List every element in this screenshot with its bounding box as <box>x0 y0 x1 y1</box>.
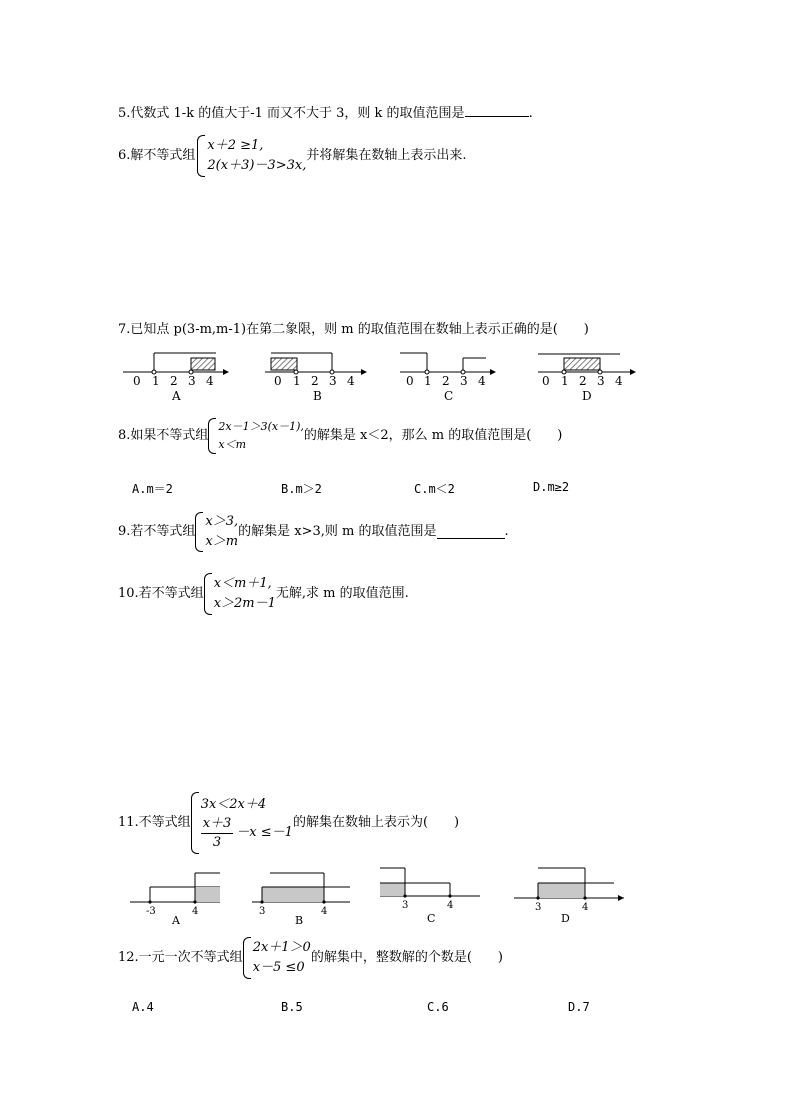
tick-label: 3 <box>188 374 196 388</box>
question-8-suffix: 的解集是 x＜2，那么 m 的取值范围是( ) <box>303 428 563 443</box>
number-line-b <box>265 353 367 375</box>
tick-label: 3 <box>460 374 468 388</box>
tick-label: 4 <box>615 374 623 388</box>
question-5-text: 5.代数式 1-k 的值大于-1 而又不大于 3，则 k 的取值范围是 <box>118 106 465 121</box>
number-line-d <box>538 354 636 375</box>
tick-label: 4 <box>192 906 199 917</box>
option-label-d[interactable]: D <box>561 912 570 925</box>
option-b[interactable]: B.5 <box>281 1000 303 1014</box>
brace <box>243 937 251 979</box>
question-11-prefix: 11.不等式组 <box>118 815 191 830</box>
tick-label: 3 <box>597 374 605 388</box>
question-9-prefix: 9.若不等式组 <box>118 524 196 539</box>
tick-label: 2 <box>311 374 319 388</box>
inequality-line-2: x＞m <box>205 534 239 549</box>
option-a[interactable]: A.m＝2 <box>132 482 173 496</box>
tick-label: 1 <box>293 374 301 388</box>
answer-blank[interactable] <box>437 526 505 539</box>
question-9-suffix: 的解集是 x>3,则 m 的取值范围是 <box>238 524 437 539</box>
option-label-b[interactable]: B <box>313 389 322 403</box>
tick-label: 0 <box>274 374 282 388</box>
inequality-line-1: 2x－1＞3(x－1), <box>218 420 304 433</box>
question-7 <box>118 321 589 339</box>
tick-label: 3 <box>535 902 542 913</box>
option-c[interactable]: C.m＜2 <box>414 482 455 496</box>
inequality-line-2: 2(x＋3)－3>3x, <box>207 158 307 173</box>
option-b[interactable]: B.m＞2 <box>281 482 322 496</box>
inequality-line-2: x＞2m－1 <box>213 596 276 611</box>
inequality-line-2-rest: －x ≤－1 <box>236 825 293 840</box>
tick-label: 0 <box>406 374 414 388</box>
inequality-line-1: x＜m＋1, <box>213 576 272 591</box>
question-8-prefix: 8.如果不等式组 <box>118 428 209 443</box>
question-5-end: . <box>528 106 533 121</box>
question-11-suffix: 的解集在数轴上表示为( ) <box>292 815 460 830</box>
number-line-c <box>400 353 496 375</box>
tick-label: 4 <box>447 900 454 911</box>
tick-label: 1 <box>424 374 432 388</box>
question-9 <box>118 512 509 552</box>
fraction-denominator: 3 <box>212 834 222 850</box>
option-c[interactable]: C.6 <box>427 1000 449 1014</box>
inequality-line-1: 3x＜2x＋4 <box>200 796 267 812</box>
question-6 <box>118 135 466 177</box>
option-label-b[interactable]: B <box>295 914 304 927</box>
question-5 <box>118 104 533 123</box>
tick-label: 0 <box>133 374 141 388</box>
brace <box>197 135 205 177</box>
option-d[interactable]: D.m≥2 <box>533 480 570 494</box>
answer-blank[interactable] <box>465 104 529 117</box>
question-6-prefix: 6.解不等式组 <box>118 148 196 163</box>
option-d[interactable]: D.7 <box>568 1000 590 1014</box>
tick-label: 3 <box>329 374 337 388</box>
inequality-line-2: x－5 ≤0 <box>252 960 305 975</box>
tick-label: 3 <box>402 900 409 911</box>
inequality-line-2: x＜m <box>218 438 247 451</box>
tick-label: 4 <box>206 374 214 388</box>
tick-label: 0 <box>542 374 550 388</box>
tick-label: 4 <box>582 902 589 913</box>
option-label-a[interactable]: A <box>172 389 181 403</box>
tick-label: 1 <box>152 374 160 388</box>
brace <box>208 418 216 454</box>
question-11 <box>118 792 459 854</box>
tick-label: 3 <box>259 906 266 917</box>
brace <box>191 792 199 854</box>
question-7-text: 7.已知点 p(3-m,m-1)在第二象限，则 m 的取值范围在数轴上表示正确的是( ) <box>118 322 589 337</box>
question-6-suffix: 并将解集在数轴上表示出来. <box>306 148 467 163</box>
tick-label: 4 <box>478 374 486 388</box>
number-line-d <box>514 868 624 901</box>
question-12-prefix: 12.一元一次不等式组 <box>118 950 243 965</box>
option-label-a[interactable]: A <box>172 914 180 927</box>
tick-label: 2 <box>442 374 450 388</box>
tick-label: 4 <box>347 374 355 388</box>
question-7-tick-labels <box>118 374 648 388</box>
inequality-line-1: x＋2 ≥1, <box>207 138 264 153</box>
number-line-a <box>123 353 229 375</box>
question-10-prefix: 10.若不等式组 <box>118 586 204 601</box>
tick-label: 4 <box>321 906 328 917</box>
brace <box>204 573 212 615</box>
inequality-line-1: 2x＋1＞0 <box>252 940 311 955</box>
number-line-c <box>380 868 480 898</box>
question-11-tick-labels-cd <box>128 900 628 914</box>
tick-label: -3 <box>146 906 156 917</box>
tick-label: 1 <box>561 374 569 388</box>
option-label-c[interactable]: C <box>444 389 454 403</box>
question-9-end: . <box>504 524 509 539</box>
question-8 <box>118 418 562 454</box>
number-line-a <box>130 873 220 904</box>
option-label-d[interactable]: D <box>582 389 592 403</box>
number-line-b <box>252 873 350 904</box>
tick-label: 2 <box>579 374 587 388</box>
option-label-c[interactable]: C <box>427 912 436 925</box>
question-10-suffix: 无解,求 m 的取值范围. <box>275 586 409 601</box>
fraction-numerator: x＋3 <box>201 815 234 834</box>
inequality-line-1: x＞3, <box>205 514 239 529</box>
question-12-suffix: 的解集中，整数解的个数是( ) <box>310 950 503 965</box>
brace <box>195 512 203 552</box>
tick-label: 2 <box>170 374 178 388</box>
option-a[interactable]: A.4 <box>132 1000 154 1014</box>
question-12 <box>118 937 503 979</box>
question-10 <box>118 573 409 615</box>
